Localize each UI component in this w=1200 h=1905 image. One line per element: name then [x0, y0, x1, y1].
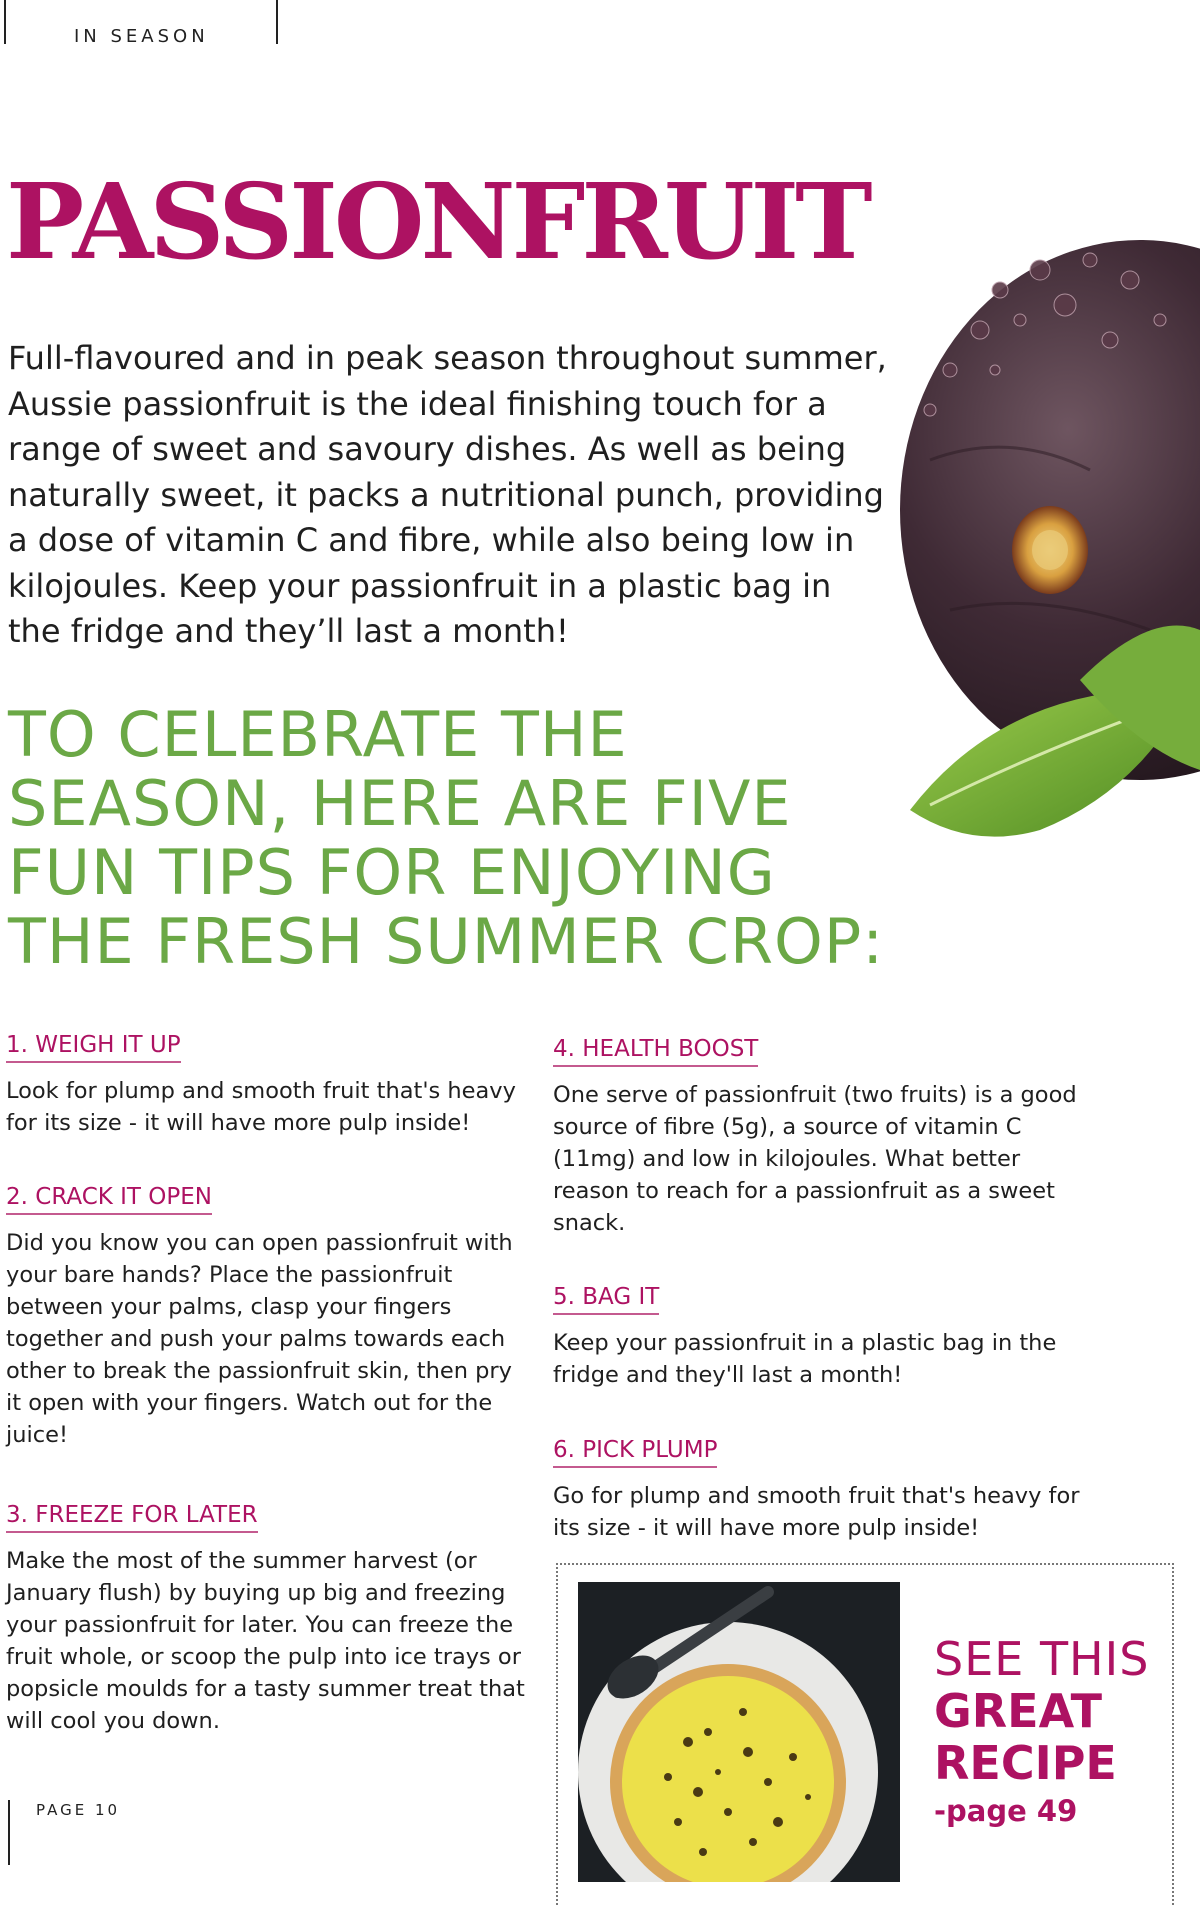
- tip-heading: 6. PICK PLUMP: [553, 1437, 717, 1468]
- page-title: PASSIONFRUIT: [6, 160, 869, 283]
- tip-freeze-for-later: [6, 1502, 546, 1737]
- header-left-rule: [4, 0, 6, 44]
- passionfruit-photo: [890, 210, 1200, 890]
- tip-heading: 2. CRACK IT OPEN: [6, 1184, 212, 1215]
- promo-line-recipe: RECIPE: [934, 1736, 1117, 1790]
- tip-body: Look for plump and smooth fruit that's heavy for its size - it will have more pulp inside!: [6, 1078, 516, 1136]
- callout-heading: TO CELEBRATE THE SEASON, HERE ARE FIVE FUN TIPS FOR ENJOYING THE FRESH SUMMER CROP:: [8, 698, 885, 978]
- passionfruit-tart-photo: [578, 1582, 900, 1882]
- tip-pick-plump: [553, 1437, 1093, 1544]
- page-number: PAGE 10: [36, 1801, 121, 1819]
- tip-heading: 5. BAG IT: [553, 1284, 659, 1315]
- tip-body: One serve of passionfruit (two fruits) is a good source of fibre (5g), a source of vitamin C (11mg) and low in kilojoules. What better reason to reach for a passionfruit as a sweet snack.: [553, 1082, 1077, 1236]
- tip-body: Keep your passionfruit in a plastic bag in the fridge and they'll last a month!: [553, 1330, 1057, 1388]
- recipe-promo-box[interactable]: [556, 1563, 1174, 1905]
- footer-left-rule: [8, 1800, 10, 1865]
- promo-line-see-this: SEE THIS: [934, 1632, 1150, 1686]
- tip-body: Did you know you can open passionfruit with your bare hands? Place the passionfruit between your palms, clasp your fingers together and push your palms towards each other to break the passionfruit skin, then pry it open with your fingers. Watch out for the juice!: [6, 1230, 513, 1448]
- tip-health-boost: [553, 1036, 1093, 1239]
- tip-heading: 3. FREEZE FOR LATER: [6, 1502, 258, 1533]
- intro-paragraph: Full-flavoured and in peak season throughout summer, Aussie passionfruit is the ideal finishing touch for a range of sweet and savoury dishes. As well as being naturally sweet, it packs a nutritional punch, providing a dose of vitamin C and fibre, while also being low in kilojoules. Keep your passionfruit in a plastic bag in the fridge and they’ll last a month!: [8, 339, 887, 650]
- header-right-rule: [276, 0, 278, 44]
- tip-heading: 1. WEIGH IT UP: [6, 1032, 181, 1063]
- promo-text: [934, 1633, 1149, 1831]
- tip-body: Go for plump and smooth fruit that's heavy for its size - it will have more pulp inside!: [553, 1483, 1080, 1541]
- section-label: IN SEASON: [74, 26, 209, 47]
- tip-heading: 4. HEALTH BOOST: [553, 1036, 758, 1067]
- tip-crack-it-open: [6, 1184, 526, 1451]
- tip-bag-it: [553, 1284, 1093, 1391]
- tip-weigh-it-up: [6, 1032, 546, 1139]
- promo-page-link[interactable]: -page 49: [934, 1794, 1078, 1828]
- promo-line-great: GREAT: [934, 1684, 1103, 1738]
- tip-body: Make the most of the summer harvest (or January flush) by buying up big and freezing your passionfruit for later. You can freeze the fruit whole, or scoop the pulp into ice trays or popsicle moulds for a tasty summer treat that will cool you down.: [6, 1548, 525, 1734]
